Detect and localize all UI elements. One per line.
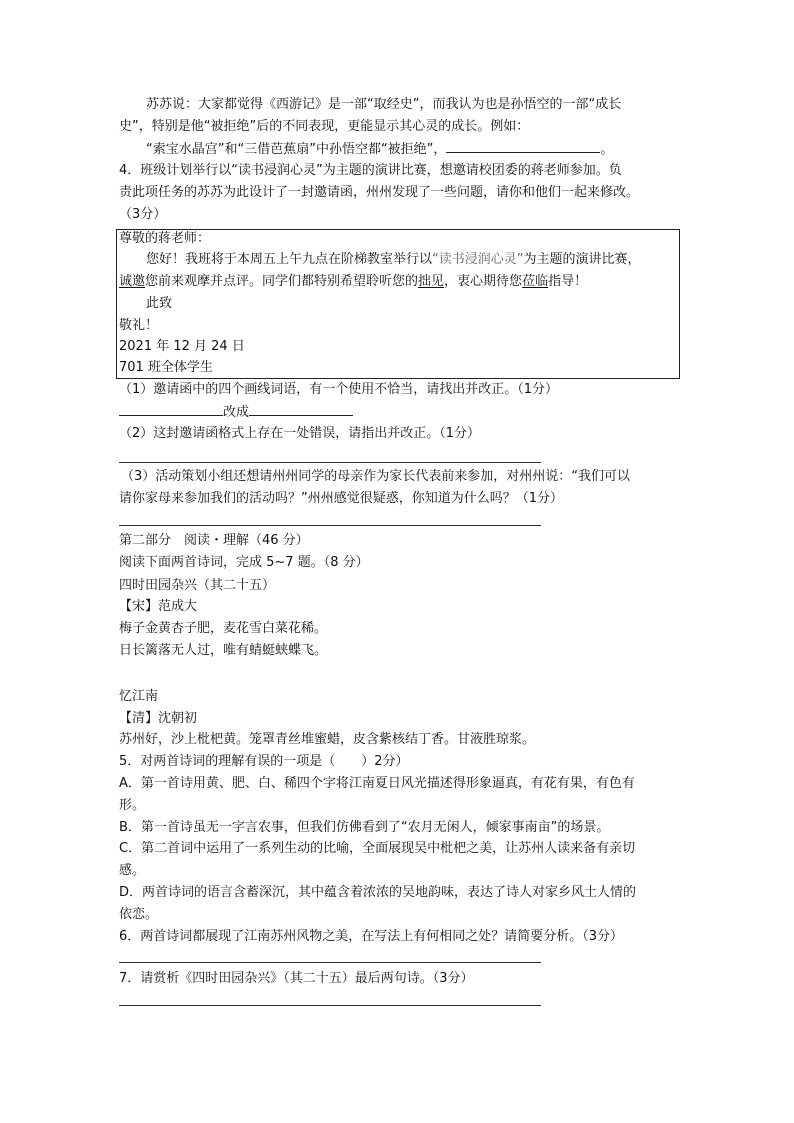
underlined-word-1: 诚邀 [119,274,146,289]
letter-body-line-1 [146,251,641,269]
q5-option-d-line-2: 依恋。 [119,907,159,922]
answer-line-6[interactable] [119,962,541,963]
q5-stem: 5．对两首诗词的理解有误的一项是（ ）2分） [119,754,409,769]
letter-signature: 701 班全体学生 [119,360,213,375]
letter-body-2c: 指导！ [548,274,588,289]
change-to-label: 改成 [223,405,250,420]
q4-line-1: 4．班级计划举行以“读书浸润心灵”为主题的演讲比赛，想邀请校团委的蒋老师参加。负 [119,163,622,178]
underlined-word-3: 莅临 [522,274,549,289]
answer-blank[interactable] [446,140,600,153]
letter-body-2a: 您前来观摩并点评。同学们都特别希望聆听您的 [145,274,419,289]
poem-2-author: 【清】沈朝初 [119,711,198,726]
letter-date: 2021 年 12 月 24 日 [119,339,245,354]
intro-line-3 [146,140,613,159]
answer-line-3[interactable] [119,525,541,526]
letter-closing-2: 敬礼！ [119,318,159,333]
intro-line-1: 苏苏说：大家都觉得《西游记》是一部“取经史”，而我认为也是孙悟空的一部“成长 [146,97,622,112]
letter-body-2b: ，衷心期待您 [444,274,523,289]
sub-question-2: （2）这封邀请函格式上存在一处错误，请指出并改正。（1分） [119,426,481,441]
sub-question-3-line-1: （3）活动策划小组还想请州州同学的母亲作为家长代表前来参加，对州州说：“我们可以 [121,469,631,484]
sub-question-3-line-2: 请你家母来参加我们的活动吗？”州州感觉很疑惑，你知道为什么吗？（1分） [119,491,564,506]
intro-line-3-end: 。 [600,142,614,157]
letter-body-1a: 您好！我班将于本周五上午九点在阶梯教室举行以 [146,252,433,267]
poem-2-line-1: 苏州好，沙上枇杷黄。笼罩青丝堆蜜蜡，皮含紫核结丁香。甘液胜琼浆。 [119,732,536,747]
part-2-instruction: 阅读下面两首诗词，完成 5~7 题。（8 分） [119,555,369,570]
letter-closing-1: 此致 [146,296,173,311]
q7-text: 7．请赏析《四时田园杂兴》（其二十五）最后两句诗。（3分） [119,971,474,986]
letter-body-line-2 [119,273,587,291]
q5-option-c-line-2: 感。 [119,863,146,878]
q5-option-a-line-2: 形。 [119,798,146,813]
q4-line-2: 责此项任务的苏苏为此设计了一封邀请函，州州发现了一些问题，请你和他们一起来修改。 [119,185,640,200]
sub-question-1-answer [119,403,353,422]
answer-blank-correct-word[interactable] [249,403,353,416]
q4-score: （3分） [119,207,167,222]
letter-body-1c: 为主题的演讲比赛， [523,252,641,267]
answer-line-2[interactable] [119,462,541,463]
letter-theme: “读书浸润心灵” [432,252,524,267]
q5-option-a-line-1: A．第一首诗用黄、肥、白、稀四个字将江南夏日风光描述得形象逼真，有花有果，有色有 [119,776,635,791]
poem-1-line-2: 日长篱落无人过，唯有蜻蜓蛱蝶飞。 [119,643,328,658]
q6-text: 6．两首诗词都展现了江南苏州风物之美，在写法上有何相同之处？请简要分析。（3分） [119,929,624,944]
poem-2-title: 忆江南 [119,689,159,704]
poem-1-title: 四时田园杂兴（其二十五） [119,578,276,593]
intro-line-2: 史”，特别是他“被拒绝”后的不同表现，更能显示其心灵的成长。例如： [119,119,530,134]
poem-1-line-1: 梅子金黄杏子肥，麦花雪白菜花稀。 [119,621,328,636]
intro-line-3-text: “索宝水晶宫”和“三借芭蕉扇”中孙悟空都“被拒绝”， [146,142,447,157]
poem-1-author: 【宋】范成大 [119,599,198,614]
part-2-heading: 第二部分 阅读・理解（46 分） [119,533,309,548]
answer-line-7[interactable] [119,1005,541,1006]
sub-question-1: （1）邀请函中的四个画线词语，有一个使用不恰当，请找出并改正。（1分） [119,382,559,397]
answer-blank-wrong-word[interactable] [119,403,223,416]
q5-option-c-line-1: C．第二首词中运用了一系列生动的比喻，全面展现吴中枇杷之美，让苏州人读来备有亲切 [119,841,636,856]
q5-option-d-line-1: D．两首诗词的语言含蓄深沉，其中蕴含着浓浓的吴地韵味，表达了诗人对家乡风土人情的 [119,885,637,900]
q5-option-b: B．第一首诗虽无一字言农事，但我们仿佛看到了“农月无闲人，倾家事南亩”的场景。 [119,820,610,835]
letter-greeting: 尊敬的蒋老师： [119,231,211,246]
underlined-word-2: 拙见 [418,274,445,289]
